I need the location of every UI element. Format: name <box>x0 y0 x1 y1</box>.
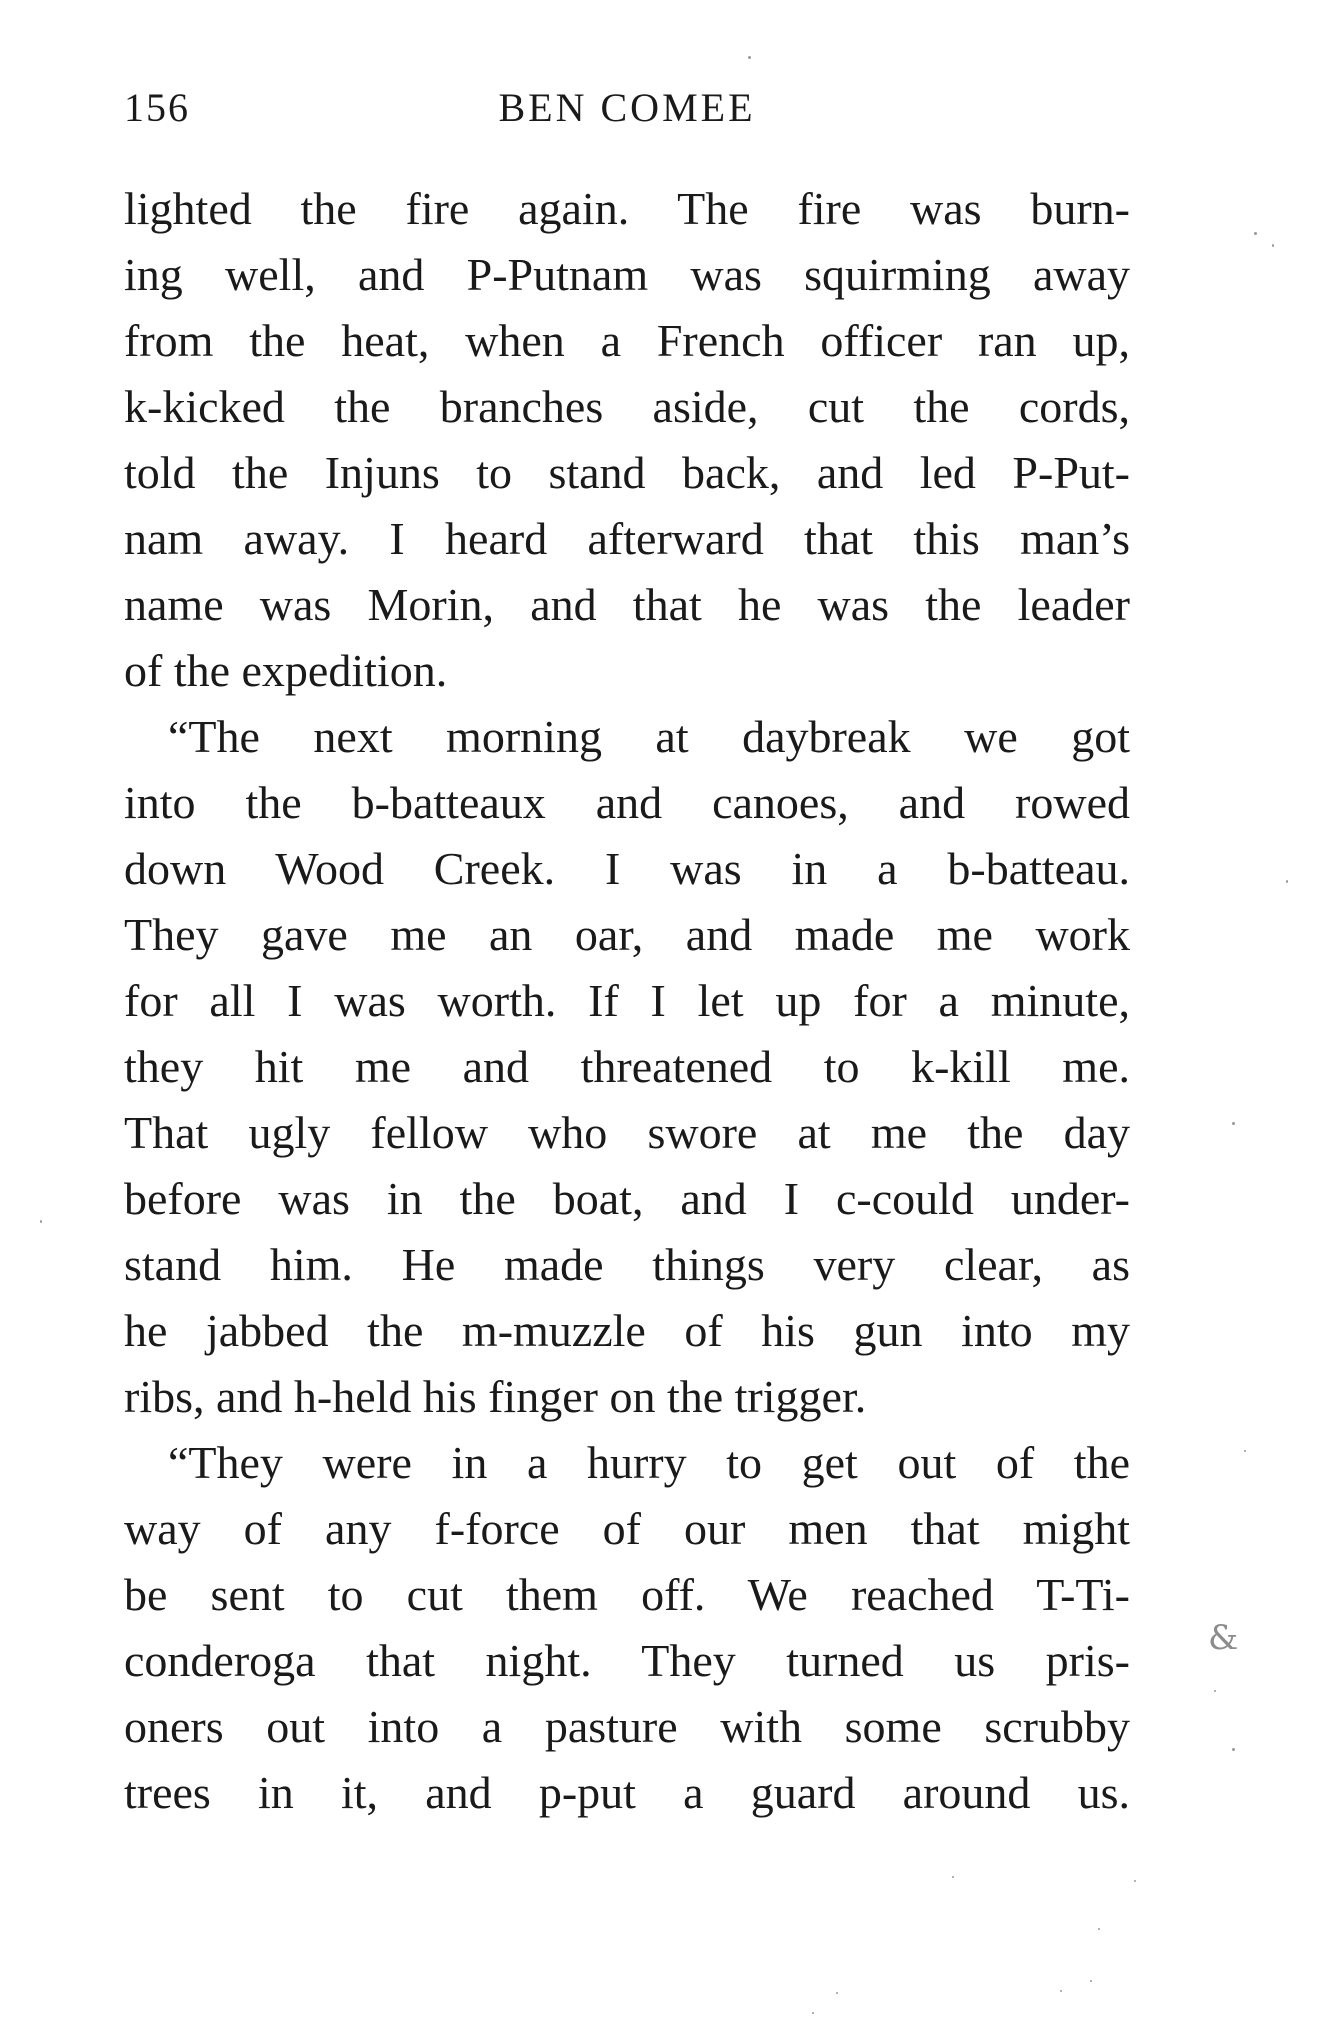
text-line: lighted the fire again. The fire was burn- <box>124 183 1130 234</box>
text-line: stand him. He made things very clear, as <box>124 1239 1130 1290</box>
scan-speck <box>1134 1880 1136 1882</box>
text-line: “They were in a hurry to get out of the <box>168 1437 1130 1488</box>
scan-speck <box>748 56 751 59</box>
paragraph-2 <box>124 704 1130 1430</box>
text-line: ing well, and P-Putnam was squirming away <box>124 249 1130 300</box>
text-line: down Wood Creek. I was in a b-batteau. <box>124 843 1130 894</box>
text-line: ribs, and h-held his finger on the trigger. <box>124 1371 867 1422</box>
text-line: “The next morning at daybreak we got <box>168 711 1130 762</box>
text-line: That ugly fellow who swore at me the day <box>124 1107 1130 1158</box>
scan-speck <box>836 1992 838 1994</box>
scan-speck <box>1272 244 1274 247</box>
scan-speck <box>1286 880 1288 883</box>
text-line: be sent to cut them off. We reached T-Ti- <box>124 1569 1130 1620</box>
text-line: of the expedition. <box>124 645 448 696</box>
margin-pencil-mark: & <box>1208 1618 1239 1658</box>
text-line: he jabbed the m-muzzle of his gun into my <box>124 1305 1130 1356</box>
paragraph-3 <box>124 1430 1130 1826</box>
text-line: told the Injuns to stand back, and led P-Put- <box>124 447 1130 498</box>
text-line: trees in it, and p-put a guard around us. <box>124 1767 1130 1818</box>
paragraph-1 <box>124 176 1130 704</box>
scan-speck <box>812 2012 814 2014</box>
scan-speck <box>1090 1980 1092 1982</box>
scan-speck <box>1254 232 1257 235</box>
text-line: from the heat, when a French officer ran up, <box>124 315 1130 366</box>
text-line: for all I was worth. If I let up for a minute, <box>124 975 1130 1026</box>
text-line: name was Morin, and that he was the leader <box>124 579 1130 630</box>
page-header <box>124 84 1130 134</box>
text-line: before was in the boat, and I c-could under- <box>124 1173 1130 1224</box>
text-line: conderoga that night. They turned us pris- <box>124 1635 1130 1686</box>
scan-speck <box>40 1220 42 1223</box>
text-line: way of any f-force of our men that might <box>124 1503 1130 1554</box>
scan-speck <box>1060 1990 1062 1992</box>
scan-speck <box>1244 1450 1246 1452</box>
text-line: they hit me and threatened to k-kill me. <box>124 1041 1130 1092</box>
page-number: 156 <box>124 85 190 130</box>
text-line: k-kicked the branches aside, cut the cords, <box>124 381 1130 432</box>
body-text <box>124 176 1130 1826</box>
text-line: nam away. I heard afterward that this man’s <box>124 513 1130 564</box>
scan-speck <box>1232 1122 1235 1125</box>
scan-speck <box>1232 1748 1235 1751</box>
scan-speck <box>1098 1928 1100 1930</box>
text-line: They gave me an oar, and made me work <box>124 909 1130 960</box>
scan-speck <box>952 1876 954 1878</box>
scan-speck <box>1214 1690 1216 1692</box>
text-line: oners out into a pasture with some scrubby <box>124 1701 1130 1752</box>
running-title: BEN COMEE <box>498 85 756 130</box>
text-line: into the b-batteaux and canoes, and rowed <box>124 777 1130 828</box>
